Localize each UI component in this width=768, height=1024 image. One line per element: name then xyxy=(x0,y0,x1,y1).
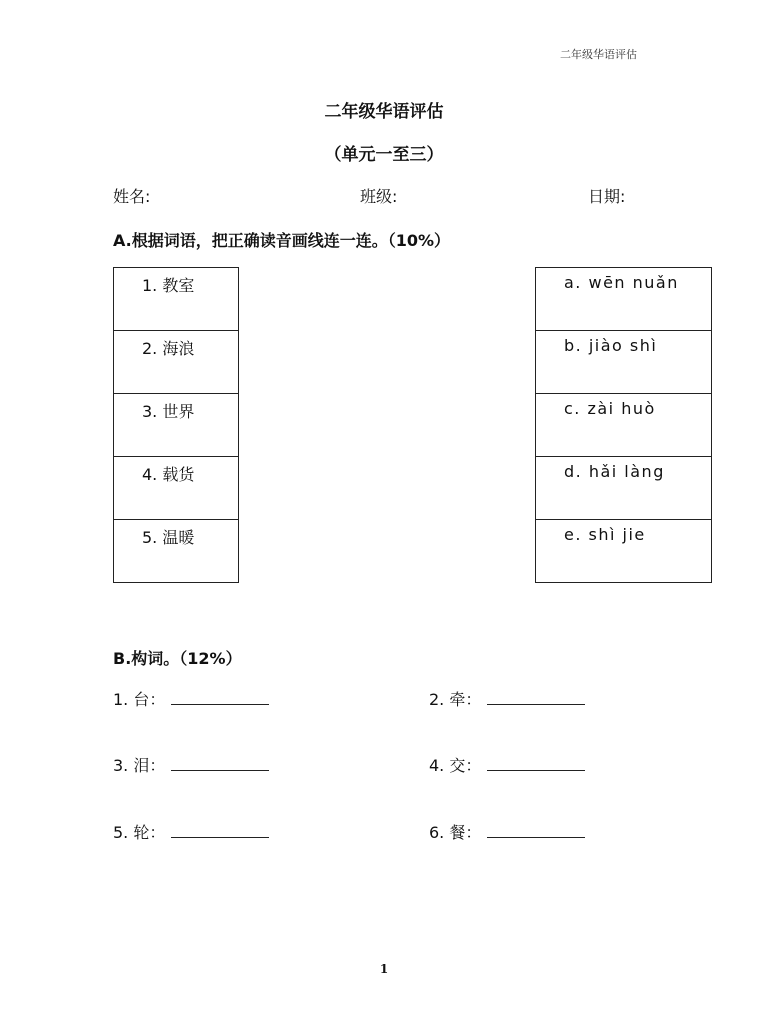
word-cell[interactable]: 3. 世界 xyxy=(114,394,238,457)
item-label: 1. 台： xyxy=(113,690,166,709)
answer-blank[interactable] xyxy=(487,690,585,705)
item-label: 2. 牵： xyxy=(429,690,482,709)
words-table xyxy=(113,267,239,583)
pinyin-cell[interactable]: a. wēn nuǎn xyxy=(536,268,711,331)
name-label: 姓名: xyxy=(113,187,151,206)
section-b-title: B.构词。（12%） xyxy=(113,649,242,668)
class-label: 班级: xyxy=(360,187,398,206)
word-cell[interactable]: 1. 教室 xyxy=(114,268,238,331)
date-label: 日期: xyxy=(588,187,626,206)
word-building-item xyxy=(113,687,269,710)
word-building-item xyxy=(113,820,269,843)
word-building-item xyxy=(429,687,585,710)
page-number: 1 xyxy=(379,962,389,976)
answer-blank[interactable] xyxy=(171,823,269,838)
answer-blank[interactable] xyxy=(171,690,269,705)
word-building-item xyxy=(429,820,585,843)
item-label: 6. 餐： xyxy=(429,823,482,842)
page-title: 二年级华语评估 xyxy=(324,102,444,122)
word-cell[interactable]: 5. 温暖 xyxy=(114,520,238,583)
pinyin-cell[interactable]: d. hǎi làng xyxy=(536,457,711,520)
item-label: 5. 轮： xyxy=(113,823,166,842)
word-building-item xyxy=(113,753,269,776)
section-a-title: A.根据词语，把正确读音画线连一连。（10%） xyxy=(113,231,451,250)
item-label: 4. 交： xyxy=(429,756,482,775)
pinyin-cell[interactable]: e. shì jie xyxy=(536,520,711,583)
answer-blank[interactable] xyxy=(487,756,585,771)
answer-blank[interactable] xyxy=(487,823,585,838)
page-subtitle: （单元一至三） xyxy=(324,145,444,165)
word-cell[interactable]: 4. 载货 xyxy=(114,457,238,520)
word-building-item xyxy=(429,753,585,776)
item-label: 3. 泪： xyxy=(113,756,166,775)
answer-blank[interactable] xyxy=(171,756,269,771)
pinyin-cell[interactable]: c. zài huò xyxy=(536,394,711,457)
pinyin-table xyxy=(535,267,712,583)
pinyin-cell[interactable]: b. jiào shì xyxy=(536,331,711,394)
running-header: 二年级华语评估 xyxy=(560,48,637,61)
word-cell[interactable]: 2. 海浪 xyxy=(114,331,238,394)
